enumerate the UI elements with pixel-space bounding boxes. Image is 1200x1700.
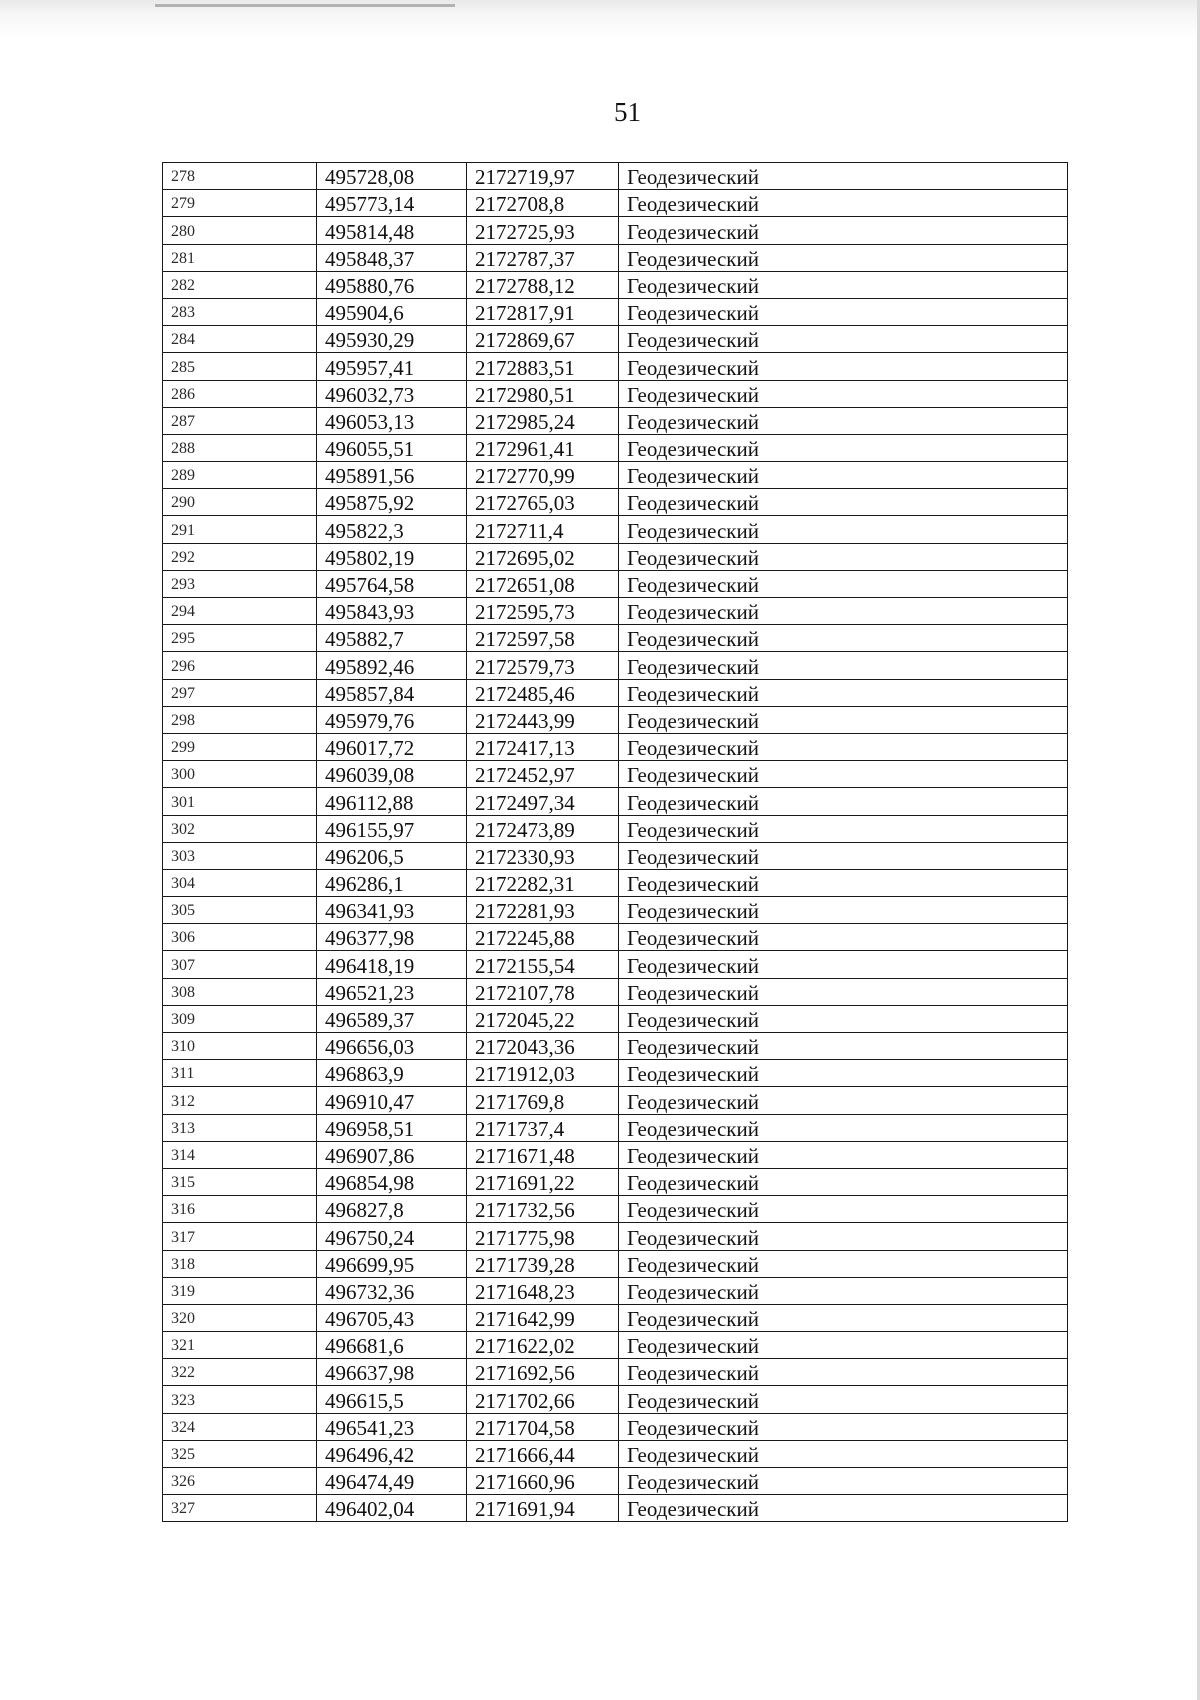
y-coordinate: 2171671,48 xyxy=(467,1141,619,1168)
table-row xyxy=(163,625,1068,652)
x-coordinate: 496341,93 xyxy=(317,897,467,924)
x-coordinate: 495891,56 xyxy=(317,462,467,489)
table-row xyxy=(163,761,1068,788)
table-row xyxy=(163,217,1068,244)
determination-method: Геодезический xyxy=(619,1332,1068,1359)
x-coordinate: 495875,92 xyxy=(317,489,467,516)
determination-method: Геодезический xyxy=(619,951,1068,978)
table-row xyxy=(163,1141,1068,1168)
point-number: 308 xyxy=(163,978,317,1005)
table-row xyxy=(163,244,1068,271)
table-row xyxy=(163,407,1068,434)
determination-method: Геодезический xyxy=(619,1250,1068,1277)
point-number: 317 xyxy=(163,1223,317,1250)
x-coordinate: 496854,98 xyxy=(317,1168,467,1195)
table-row xyxy=(163,706,1068,733)
determination-method: Геодезический xyxy=(619,489,1068,516)
point-number: 327 xyxy=(163,1495,317,1522)
x-coordinate: 496474,49 xyxy=(317,1468,467,1495)
point-number: 314 xyxy=(163,1141,317,1168)
y-coordinate: 2172961,41 xyxy=(467,434,619,461)
point-number: 303 xyxy=(163,842,317,869)
x-coordinate: 495882,7 xyxy=(317,625,467,652)
y-coordinate: 2171691,22 xyxy=(467,1168,619,1195)
x-coordinate: 496699,95 xyxy=(317,1250,467,1277)
determination-method: Геодезический xyxy=(619,869,1068,896)
table-row xyxy=(163,924,1068,951)
determination-method: Геодезический xyxy=(619,1168,1068,1195)
table-row xyxy=(163,897,1068,924)
point-number: 282 xyxy=(163,271,317,298)
x-coordinate: 496705,43 xyxy=(317,1304,467,1331)
y-coordinate: 2172708,8 xyxy=(467,190,619,217)
y-coordinate: 2172725,93 xyxy=(467,217,619,244)
table-row xyxy=(163,1005,1068,1032)
y-coordinate: 2171666,44 xyxy=(467,1440,619,1467)
y-coordinate: 2171702,66 xyxy=(467,1386,619,1413)
table-row xyxy=(163,1332,1068,1359)
y-coordinate: 2171739,28 xyxy=(467,1250,619,1277)
determination-method: Геодезический xyxy=(619,298,1068,325)
table-row xyxy=(163,1440,1068,1467)
table-row xyxy=(163,1114,1068,1141)
y-coordinate: 2172579,73 xyxy=(467,652,619,679)
coordinates-table xyxy=(162,162,1068,1522)
point-number: 307 xyxy=(163,951,317,978)
determination-method: Геодезический xyxy=(619,1223,1068,1250)
x-coordinate: 495728,08 xyxy=(317,163,467,190)
table-row xyxy=(163,298,1068,325)
table-row xyxy=(163,462,1068,489)
x-coordinate: 496910,47 xyxy=(317,1087,467,1114)
table-row xyxy=(163,1359,1068,1386)
point-number: 279 xyxy=(163,190,317,217)
point-number: 301 xyxy=(163,788,317,815)
y-coordinate: 2172107,78 xyxy=(467,978,619,1005)
table-row xyxy=(163,516,1068,543)
y-coordinate: 2172765,03 xyxy=(467,489,619,516)
table-row xyxy=(163,652,1068,679)
x-coordinate: 495814,48 xyxy=(317,217,467,244)
y-coordinate: 2172043,36 xyxy=(467,1033,619,1060)
point-number: 324 xyxy=(163,1413,317,1440)
determination-method: Геодезический xyxy=(619,761,1068,788)
table-row xyxy=(163,1468,1068,1495)
determination-method: Геодезический xyxy=(619,1005,1068,1032)
point-number: 319 xyxy=(163,1277,317,1304)
page-number: 51 xyxy=(614,97,641,127)
point-number: 322 xyxy=(163,1359,317,1386)
determination-method: Геодезический xyxy=(619,1440,1068,1467)
determination-method: Геодезический xyxy=(619,652,1068,679)
table-row xyxy=(163,842,1068,869)
point-number: 300 xyxy=(163,761,317,788)
y-coordinate: 2171704,58 xyxy=(467,1413,619,1440)
table-row xyxy=(163,1304,1068,1331)
point-number: 289 xyxy=(163,462,317,489)
y-coordinate: 2171622,02 xyxy=(467,1332,619,1359)
x-coordinate: 496958,51 xyxy=(317,1114,467,1141)
x-coordinate: 495848,37 xyxy=(317,244,467,271)
table-row xyxy=(163,489,1068,516)
y-coordinate: 2171692,56 xyxy=(467,1359,619,1386)
determination-method: Геодезический xyxy=(619,815,1068,842)
point-number: 304 xyxy=(163,869,317,896)
x-coordinate: 496863,9 xyxy=(317,1060,467,1087)
point-number: 292 xyxy=(163,543,317,570)
table-row xyxy=(163,679,1068,706)
x-coordinate: 496017,72 xyxy=(317,733,467,760)
x-coordinate: 496286,1 xyxy=(317,869,467,896)
point-number: 298 xyxy=(163,706,317,733)
x-coordinate: 495764,58 xyxy=(317,570,467,597)
y-coordinate: 2172443,99 xyxy=(467,706,619,733)
point-number: 293 xyxy=(163,570,317,597)
determination-method: Геодезический xyxy=(619,924,1068,951)
y-coordinate: 2172980,51 xyxy=(467,380,619,407)
x-coordinate: 495957,41 xyxy=(317,353,467,380)
table-row xyxy=(163,598,1068,625)
determination-method: Геодезический xyxy=(619,1359,1068,1386)
table-row xyxy=(163,353,1068,380)
x-coordinate: 496589,37 xyxy=(317,1005,467,1032)
x-coordinate: 496206,5 xyxy=(317,842,467,869)
x-coordinate: 496637,98 xyxy=(317,1359,467,1386)
y-coordinate: 2172883,51 xyxy=(467,353,619,380)
table-row xyxy=(163,978,1068,1005)
y-coordinate: 2172452,97 xyxy=(467,761,619,788)
determination-method: Геодезический xyxy=(619,543,1068,570)
y-coordinate: 2172473,89 xyxy=(467,815,619,842)
determination-method: Геодезический xyxy=(619,1196,1068,1223)
y-coordinate: 2172245,88 xyxy=(467,924,619,951)
point-number: 326 xyxy=(163,1468,317,1495)
point-number: 299 xyxy=(163,733,317,760)
table-row xyxy=(163,951,1068,978)
determination-method: Геодезический xyxy=(619,1141,1068,1168)
table-row xyxy=(163,543,1068,570)
scan-artifact xyxy=(155,4,455,7)
x-coordinate: 496521,23 xyxy=(317,978,467,1005)
point-number: 323 xyxy=(163,1386,317,1413)
x-coordinate: 496656,03 xyxy=(317,1033,467,1060)
table-row xyxy=(163,788,1068,815)
point-number: 313 xyxy=(163,1114,317,1141)
x-coordinate: 495930,29 xyxy=(317,326,467,353)
x-coordinate: 495892,46 xyxy=(317,652,467,679)
x-coordinate: 495802,19 xyxy=(317,543,467,570)
determination-method: Геодезический xyxy=(619,217,1068,244)
x-coordinate: 495773,14 xyxy=(317,190,467,217)
point-number: 325 xyxy=(163,1440,317,1467)
x-coordinate: 496053,13 xyxy=(317,407,467,434)
determination-method: Геодезический xyxy=(619,842,1068,869)
table-row xyxy=(163,326,1068,353)
determination-method: Геодезический xyxy=(619,897,1068,924)
table-row xyxy=(163,380,1068,407)
x-coordinate: 495880,76 xyxy=(317,271,467,298)
point-number: 285 xyxy=(163,353,317,380)
determination-method: Геодезический xyxy=(619,706,1068,733)
y-coordinate: 2172719,97 xyxy=(467,163,619,190)
point-number: 316 xyxy=(163,1196,317,1223)
point-number: 287 xyxy=(163,407,317,434)
point-number: 321 xyxy=(163,1332,317,1359)
determination-method: Геодезический xyxy=(619,1468,1068,1495)
x-coordinate: 496402,04 xyxy=(317,1495,467,1522)
table-row xyxy=(163,1087,1068,1114)
y-coordinate: 2172417,13 xyxy=(467,733,619,760)
point-number: 294 xyxy=(163,598,317,625)
y-coordinate: 2171769,8 xyxy=(467,1087,619,1114)
y-coordinate: 2172595,73 xyxy=(467,598,619,625)
y-coordinate: 2172788,12 xyxy=(467,271,619,298)
x-coordinate: 495904,6 xyxy=(317,298,467,325)
table-row xyxy=(163,1495,1068,1522)
determination-method: Геодезический xyxy=(619,1386,1068,1413)
point-number: 312 xyxy=(163,1087,317,1114)
point-number: 320 xyxy=(163,1304,317,1331)
y-coordinate: 2171648,23 xyxy=(467,1277,619,1304)
y-coordinate: 2172787,37 xyxy=(467,244,619,271)
determination-method: Геодезический xyxy=(619,1495,1068,1522)
y-coordinate: 2172985,24 xyxy=(467,407,619,434)
x-coordinate: 496681,6 xyxy=(317,1332,467,1359)
determination-method: Геодезический xyxy=(619,598,1068,625)
x-coordinate: 495857,84 xyxy=(317,679,467,706)
table-row xyxy=(163,869,1068,896)
x-coordinate: 496732,36 xyxy=(317,1277,467,1304)
determination-method: Геодезический xyxy=(619,353,1068,380)
point-number: 296 xyxy=(163,652,317,679)
y-coordinate: 2172045,22 xyxy=(467,1005,619,1032)
table-row xyxy=(163,570,1068,597)
table-row xyxy=(163,1223,1068,1250)
determination-method: Геодезический xyxy=(619,1114,1068,1141)
point-number: 309 xyxy=(163,1005,317,1032)
y-coordinate: 2172695,02 xyxy=(467,543,619,570)
determination-method: Геодезический xyxy=(619,271,1068,298)
table-row xyxy=(163,271,1068,298)
x-coordinate: 495979,76 xyxy=(317,706,467,733)
determination-method: Геодезический xyxy=(619,380,1068,407)
point-number: 306 xyxy=(163,924,317,951)
x-coordinate: 496418,19 xyxy=(317,951,467,978)
determination-method: Геодезический xyxy=(619,978,1068,1005)
table-row xyxy=(163,1033,1068,1060)
point-number: 281 xyxy=(163,244,317,271)
x-coordinate: 496039,08 xyxy=(317,761,467,788)
x-coordinate: 496750,24 xyxy=(317,1223,467,1250)
y-coordinate: 2172485,46 xyxy=(467,679,619,706)
point-number: 297 xyxy=(163,679,317,706)
point-number: 295 xyxy=(163,625,317,652)
determination-method: Геодезический xyxy=(619,625,1068,652)
y-coordinate: 2171691,94 xyxy=(467,1495,619,1522)
point-number: 278 xyxy=(163,163,317,190)
table-row xyxy=(163,1277,1068,1304)
y-coordinate: 2172869,67 xyxy=(467,326,619,353)
x-coordinate: 496155,97 xyxy=(317,815,467,842)
table-row xyxy=(163,1413,1068,1440)
determination-method: Геодезический xyxy=(619,516,1068,543)
point-number: 290 xyxy=(163,489,317,516)
y-coordinate: 2172330,93 xyxy=(467,842,619,869)
determination-method: Геодезический xyxy=(619,1087,1068,1114)
table-row xyxy=(163,163,1068,190)
determination-method: Геодезический xyxy=(619,788,1068,815)
table-row xyxy=(163,815,1068,842)
x-coordinate: 496615,5 xyxy=(317,1386,467,1413)
point-number: 284 xyxy=(163,326,317,353)
y-coordinate: 2171732,56 xyxy=(467,1196,619,1223)
table-row xyxy=(163,1250,1068,1277)
determination-method: Геодезический xyxy=(619,1033,1068,1060)
y-coordinate: 2171912,03 xyxy=(467,1060,619,1087)
table-row xyxy=(163,1196,1068,1223)
y-coordinate: 2172155,54 xyxy=(467,951,619,978)
x-coordinate: 496907,86 xyxy=(317,1141,467,1168)
point-number: 280 xyxy=(163,217,317,244)
x-coordinate: 496541,23 xyxy=(317,1413,467,1440)
table-row xyxy=(163,190,1068,217)
determination-method: Геодезический xyxy=(619,434,1068,461)
determination-method: Геодезический xyxy=(619,407,1068,434)
point-number: 310 xyxy=(163,1033,317,1060)
determination-method: Геодезический xyxy=(619,326,1068,353)
y-coordinate: 2171642,99 xyxy=(467,1304,619,1331)
y-coordinate: 2172817,91 xyxy=(467,298,619,325)
y-coordinate: 2171737,4 xyxy=(467,1114,619,1141)
x-coordinate: 496496,42 xyxy=(317,1440,467,1467)
y-coordinate: 2171660,96 xyxy=(467,1468,619,1495)
y-coordinate: 2172597,58 xyxy=(467,625,619,652)
table-row xyxy=(163,733,1068,760)
x-coordinate: 496112,88 xyxy=(317,788,467,815)
x-coordinate: 496055,51 xyxy=(317,434,467,461)
y-coordinate: 2172281,93 xyxy=(467,897,619,924)
determination-method: Геодезический xyxy=(619,163,1068,190)
point-number: 288 xyxy=(163,434,317,461)
x-coordinate: 495822,3 xyxy=(317,516,467,543)
determination-method: Геодезический xyxy=(619,462,1068,489)
determination-method: Геодезический xyxy=(619,1060,1068,1087)
point-number: 286 xyxy=(163,380,317,407)
determination-method: Геодезический xyxy=(619,1277,1068,1304)
determination-method: Геодезический xyxy=(619,570,1068,597)
determination-method: Геодезический xyxy=(619,1413,1068,1440)
point-number: 315 xyxy=(163,1168,317,1195)
table-row xyxy=(163,434,1068,461)
table-row xyxy=(163,1386,1068,1413)
y-coordinate: 2172770,99 xyxy=(467,462,619,489)
table-row xyxy=(163,1060,1068,1087)
y-coordinate: 2172711,4 xyxy=(467,516,619,543)
x-coordinate: 496032,73 xyxy=(317,380,467,407)
determination-method: Геодезический xyxy=(619,1304,1068,1331)
point-number: 283 xyxy=(163,298,317,325)
point-number: 302 xyxy=(163,815,317,842)
y-coordinate: 2172651,08 xyxy=(467,570,619,597)
y-coordinate: 2171775,98 xyxy=(467,1223,619,1250)
x-coordinate: 496827,8 xyxy=(317,1196,467,1223)
point-number: 291 xyxy=(163,516,317,543)
coordinates-table-body xyxy=(163,163,1068,1522)
y-coordinate: 2172497,34 xyxy=(467,788,619,815)
determination-method: Геодезический xyxy=(619,190,1068,217)
point-number: 305 xyxy=(163,897,317,924)
determination-method: Геодезический xyxy=(619,733,1068,760)
determination-method: Геодезический xyxy=(619,244,1068,271)
determination-method: Геодезический xyxy=(619,679,1068,706)
point-number: 311 xyxy=(163,1060,317,1087)
x-coordinate: 496377,98 xyxy=(317,924,467,951)
table-row xyxy=(163,1168,1068,1195)
y-coordinate: 2172282,31 xyxy=(467,869,619,896)
x-coordinate: 495843,93 xyxy=(317,598,467,625)
point-number: 318 xyxy=(163,1250,317,1277)
